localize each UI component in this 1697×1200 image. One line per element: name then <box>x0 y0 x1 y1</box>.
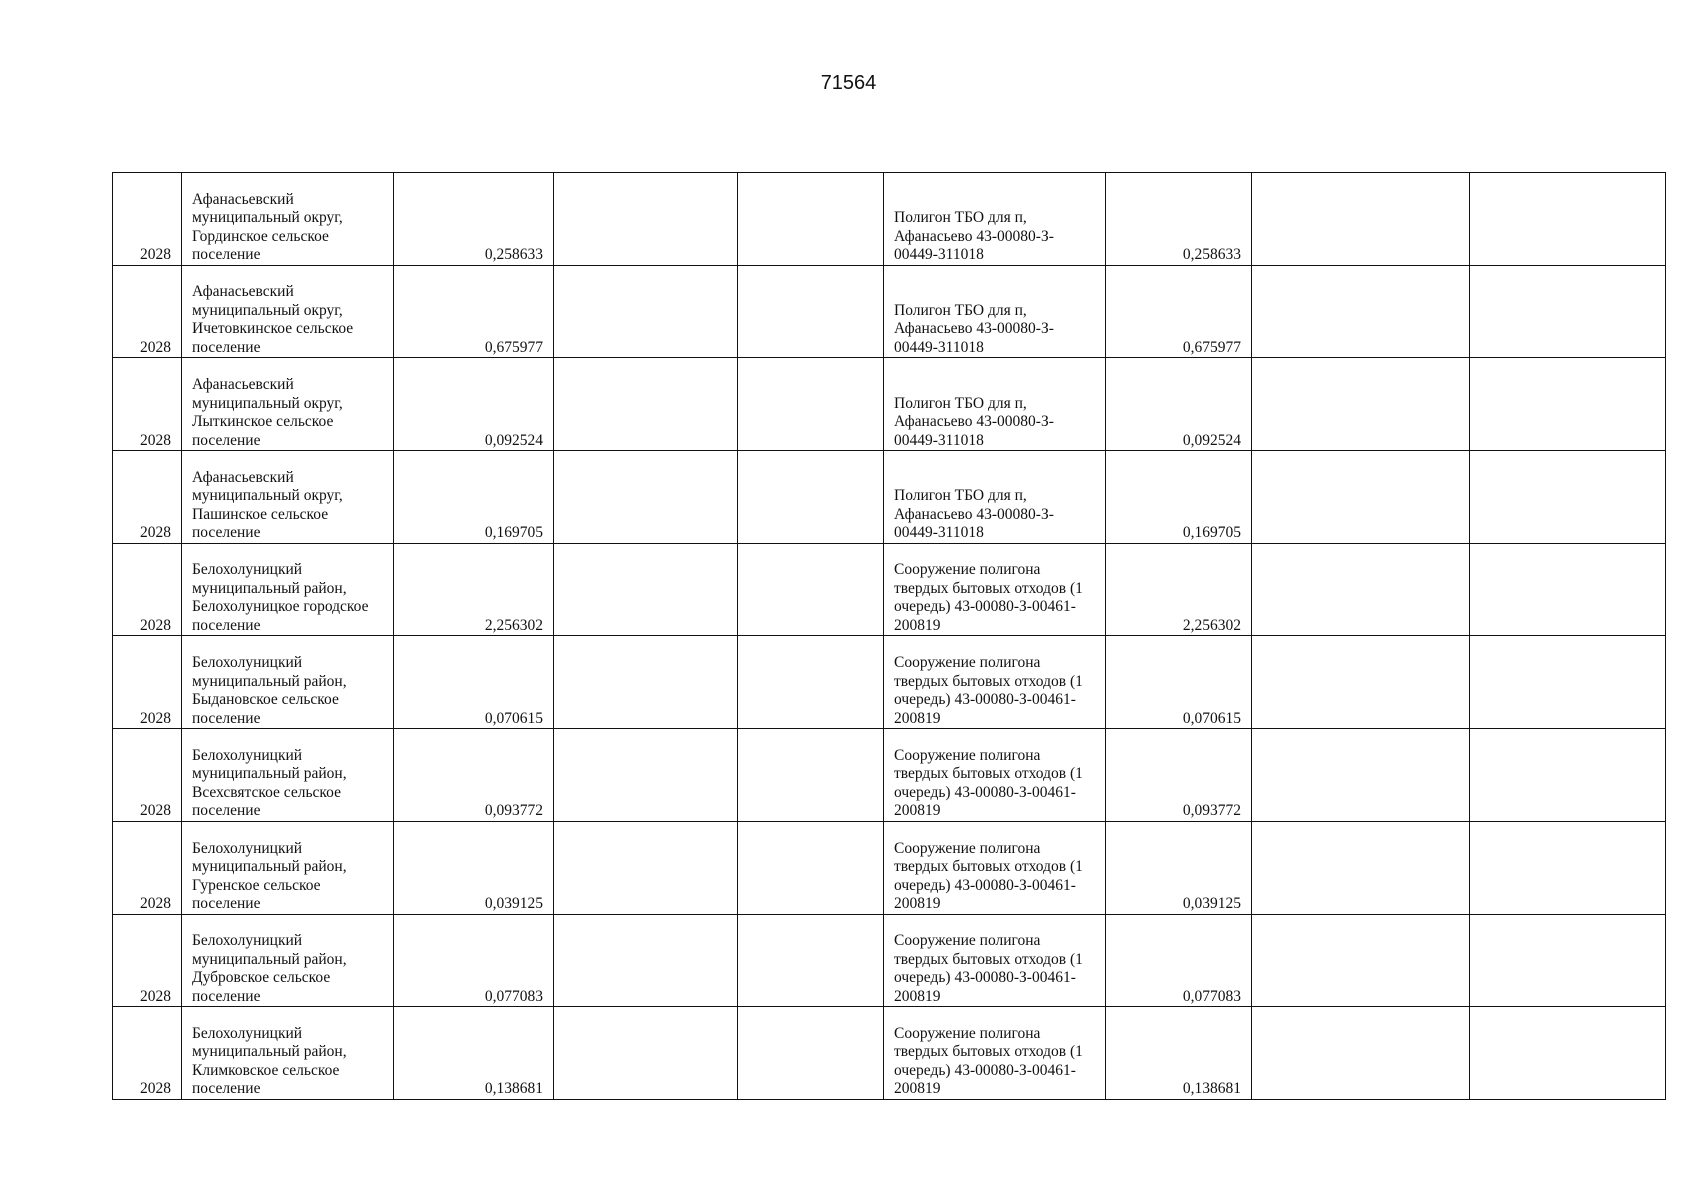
facility-line: 00449-311018 <box>894 246 984 264</box>
empty-cell <box>1252 451 1470 544</box>
facility-line: Афанасьево 43-00080-З- <box>894 320 1054 338</box>
facility-line: 00449-311018 <box>894 338 984 356</box>
table-row <box>113 1007 1666 1100</box>
municipality-line: поселение <box>192 431 261 449</box>
municipality-line: муниципальный район, <box>192 672 347 690</box>
municipality-line: муниципальный округ, <box>192 301 343 319</box>
municipality-line: Белохолуницкий <box>192 839 303 857</box>
empty-cell <box>1252 1007 1470 1100</box>
table-row <box>113 358 1666 451</box>
facility-line: твердых бытовых отходов (1 <box>894 765 1083 783</box>
empty-cell <box>1252 914 1470 1007</box>
empty-cell <box>1252 265 1470 358</box>
facility-line: твердых бытовых отходов (1 <box>894 950 1083 968</box>
empty-cell <box>1470 173 1666 266</box>
empty-cell <box>1252 636 1470 729</box>
waste-flow-table <box>112 172 1666 1100</box>
municipality-line: поселение <box>192 524 261 542</box>
facility-volume-cell: 2,256302 <box>1106 543 1252 636</box>
municipality-line: Белохолуницкое городское <box>192 598 369 616</box>
facility-volume-cell: 0,169705 <box>1106 451 1252 544</box>
empty-cell <box>1470 914 1666 1007</box>
empty-cell <box>1470 451 1666 544</box>
municipality-line: Пашинское сельское <box>192 505 329 523</box>
municipality-cell <box>182 265 394 358</box>
facility-line: Сооружение полигона <box>894 746 1041 764</box>
municipality-line: муниципальный округ, <box>192 487 343 505</box>
municipality-line: Афанасьевский <box>192 190 294 208</box>
volume-cell: 0,070615 <box>394 636 554 729</box>
empty-cell <box>738 358 884 451</box>
facility-line: очередь) 43-00080-З-00461- <box>894 876 1076 894</box>
municipality-line: муниципальный район, <box>192 765 347 783</box>
empty-cell <box>738 173 884 266</box>
facility-volume-cell: 0,093772 <box>1106 729 1252 822</box>
municipality-line: муниципальный район, <box>192 950 347 968</box>
facility-line: Сооружение полигона <box>894 561 1041 579</box>
empty-cell <box>1470 358 1666 451</box>
municipality-line: муниципальный округ, <box>192 394 343 412</box>
municipality-line: поселение <box>192 616 261 634</box>
facility-volume-cell: 0,077083 <box>1106 914 1252 1007</box>
facility-line: очередь) 43-00080-З-00461- <box>894 1061 1076 1079</box>
empty-cell <box>554 729 738 822</box>
facility-line: 200819 <box>894 802 941 820</box>
facility-line: 200819 <box>894 987 941 1005</box>
facility-volume-cell: 0,138681 <box>1106 1007 1252 1100</box>
empty-cell <box>554 1007 738 1100</box>
facility-volume-cell: 0,039125 <box>1106 821 1252 914</box>
table-body <box>113 173 1666 1100</box>
year-cell: 2028 <box>113 265 182 358</box>
empty-cell <box>554 543 738 636</box>
municipality-cell <box>182 543 394 636</box>
empty-cell <box>738 451 884 544</box>
page-number: 71564 <box>820 72 877 94</box>
table-row <box>113 821 1666 914</box>
municipality-line: муниципальный район, <box>192 1043 347 1061</box>
empty-cell <box>738 821 884 914</box>
municipality-line: Афанасьевский <box>192 283 294 301</box>
facility-line: очередь) 43-00080-З-00461- <box>894 783 1076 801</box>
facility-line: Полигон ТБО для п, <box>894 487 1027 505</box>
year-cell: 2028 <box>113 451 182 544</box>
facility-cell <box>884 729 1106 822</box>
facility-line: 00449-311018 <box>894 431 984 449</box>
municipality-cell <box>182 1007 394 1100</box>
facility-line: 200819 <box>894 895 941 912</box>
facility-line: 200819 <box>894 1080 941 1098</box>
facility-line: очередь) 43-00080-З-00461- <box>894 969 1076 987</box>
empty-cell <box>554 914 738 1007</box>
facility-line: Полигон ТБО для п, <box>894 301 1027 319</box>
facility-line: твердых бытовых отходов (1 <box>894 858 1083 875</box>
facility-line: 200819 <box>894 709 941 727</box>
facility-cell <box>884 358 1106 451</box>
empty-cell <box>1470 729 1666 822</box>
empty-cell <box>1252 729 1470 822</box>
facility-line: Сооружение полигона <box>894 654 1041 672</box>
year-cell: 2028 <box>113 358 182 451</box>
year-cell: 2028 <box>113 729 182 822</box>
municipality-line: Лыткинское сельское <box>192 413 334 431</box>
municipality-line: Ичетовкинское сельское <box>192 320 354 338</box>
municipality-line: Белохолуницкий <box>192 1024 303 1042</box>
table-row <box>113 451 1666 544</box>
empty-cell <box>1252 821 1470 914</box>
empty-cell <box>554 265 738 358</box>
year-cell: 2028 <box>113 173 182 266</box>
facility-line: Полигон ТБО для п, <box>894 394 1027 412</box>
facility-cell <box>884 1007 1106 1100</box>
municipality-cell <box>182 636 394 729</box>
municipality-line: поселение <box>192 802 261 820</box>
facility-line: Афанасьево 43-00080-З- <box>894 413 1054 431</box>
facility-line: Сооружение полигона <box>894 839 1041 857</box>
municipality-line: поселение <box>192 709 261 727</box>
municipality-line: Белохолуницкий <box>192 932 303 950</box>
empty-cell <box>738 1007 884 1100</box>
empty-cell <box>738 543 884 636</box>
facility-line: очередь) 43-00080-З-00461- <box>894 598 1076 616</box>
municipality-line: муниципальный район, <box>192 579 347 597</box>
year-cell: 2028 <box>113 914 182 1007</box>
table-row <box>113 265 1666 358</box>
volume-cell: 0,258633 <box>394 173 554 266</box>
volume-cell: 0,077083 <box>394 914 554 1007</box>
municipality-line: Белохолуницкий <box>192 746 303 764</box>
empty-cell <box>554 636 738 729</box>
year-cell: 2028 <box>113 1007 182 1100</box>
volume-cell: 2,256302 <box>394 543 554 636</box>
table-row <box>113 729 1666 822</box>
municipality-line: Климковское сельское <box>192 1061 340 1079</box>
municipality-line: муниципальный район, <box>192 858 347 875</box>
empty-cell <box>554 358 738 451</box>
facility-line: Полигон ТБО для п, <box>894 209 1027 227</box>
municipality-line: поселение <box>192 987 261 1005</box>
municipality-cell <box>182 173 394 266</box>
facility-cell <box>884 265 1106 358</box>
year-cell: 2028 <box>113 543 182 636</box>
table-row <box>113 173 1666 266</box>
year-cell: 2028 <box>113 636 182 729</box>
municipality-line: поселение <box>192 246 261 264</box>
volume-cell: 0,092524 <box>394 358 554 451</box>
empty-cell <box>1470 265 1666 358</box>
table-row <box>113 543 1666 636</box>
facility-line: очередь) 43-00080-З-00461- <box>894 691 1076 709</box>
municipality-cell <box>182 821 394 914</box>
empty-cell <box>738 265 884 358</box>
facility-line: Афанасьево 43-00080-З- <box>894 227 1054 245</box>
empty-cell <box>1470 1007 1666 1100</box>
municipality-line: Афанасьевский <box>192 468 294 486</box>
municipality-cell <box>182 451 394 544</box>
municipality-cell <box>182 914 394 1007</box>
volume-cell: 0,039125 <box>394 821 554 914</box>
facility-volume-cell: 0,258633 <box>1106 173 1252 266</box>
empty-cell <box>738 914 884 1007</box>
empty-cell <box>1252 173 1470 266</box>
facility-cell <box>884 451 1106 544</box>
municipality-line: Афанасьевский <box>192 376 294 394</box>
municipality-line: Гуренское сельское <box>192 876 321 894</box>
facility-line: Сооружение полигона <box>894 1024 1041 1042</box>
municipality-line: поселение <box>192 895 261 912</box>
facility-line: 00449-311018 <box>894 524 984 542</box>
facility-line: твердых бытовых отходов (1 <box>894 672 1083 690</box>
facility-line: твердых бытовых отходов (1 <box>894 579 1083 597</box>
facility-line: Афанасьево 43-00080-З- <box>894 505 1054 523</box>
municipality-line: поселение <box>192 338 261 356</box>
empty-cell <box>554 451 738 544</box>
table-row <box>113 636 1666 729</box>
municipality-line: поселение <box>192 1080 261 1098</box>
municipality-line: муниципальный округ, <box>192 209 343 227</box>
year-cell: 2028 <box>113 821 182 914</box>
empty-cell <box>554 173 738 266</box>
empty-cell <box>1470 543 1666 636</box>
facility-cell <box>884 636 1106 729</box>
facility-volume-cell: 0,070615 <box>1106 636 1252 729</box>
municipality-line: Всехсвятское сельское <box>192 783 341 801</box>
empty-cell <box>1470 821 1666 914</box>
municipality-line: Белохолуницкий <box>192 561 303 579</box>
facility-cell <box>884 821 1106 914</box>
municipality-cell <box>182 358 394 451</box>
municipality-line: Гординское сельское <box>192 227 329 245</box>
empty-cell <box>1470 636 1666 729</box>
volume-cell: 0,675977 <box>394 265 554 358</box>
volume-cell: 0,138681 <box>394 1007 554 1100</box>
empty-cell <box>1252 358 1470 451</box>
table-row <box>113 914 1666 1007</box>
municipality-line: Белохолуницкий <box>192 654 303 672</box>
empty-cell <box>738 636 884 729</box>
facility-line: Сооружение полигона <box>894 932 1041 950</box>
facility-line: твердых бытовых отходов (1 <box>894 1043 1083 1061</box>
municipality-cell <box>182 729 394 822</box>
facility-volume-cell: 0,675977 <box>1106 265 1252 358</box>
facility-cell <box>884 543 1106 636</box>
municipality-line: Быдановское сельское <box>192 691 339 709</box>
facility-cell <box>884 914 1106 1007</box>
empty-cell <box>1252 543 1470 636</box>
volume-cell: 0,169705 <box>394 451 554 544</box>
empty-cell <box>554 821 738 914</box>
facility-line: 200819 <box>894 616 941 634</box>
volume-cell: 0,093772 <box>394 729 554 822</box>
facility-volume-cell: 0,092524 <box>1106 358 1252 451</box>
empty-cell <box>738 729 884 822</box>
facility-cell <box>884 173 1106 266</box>
municipality-line: Дубровское сельское <box>192 969 331 987</box>
